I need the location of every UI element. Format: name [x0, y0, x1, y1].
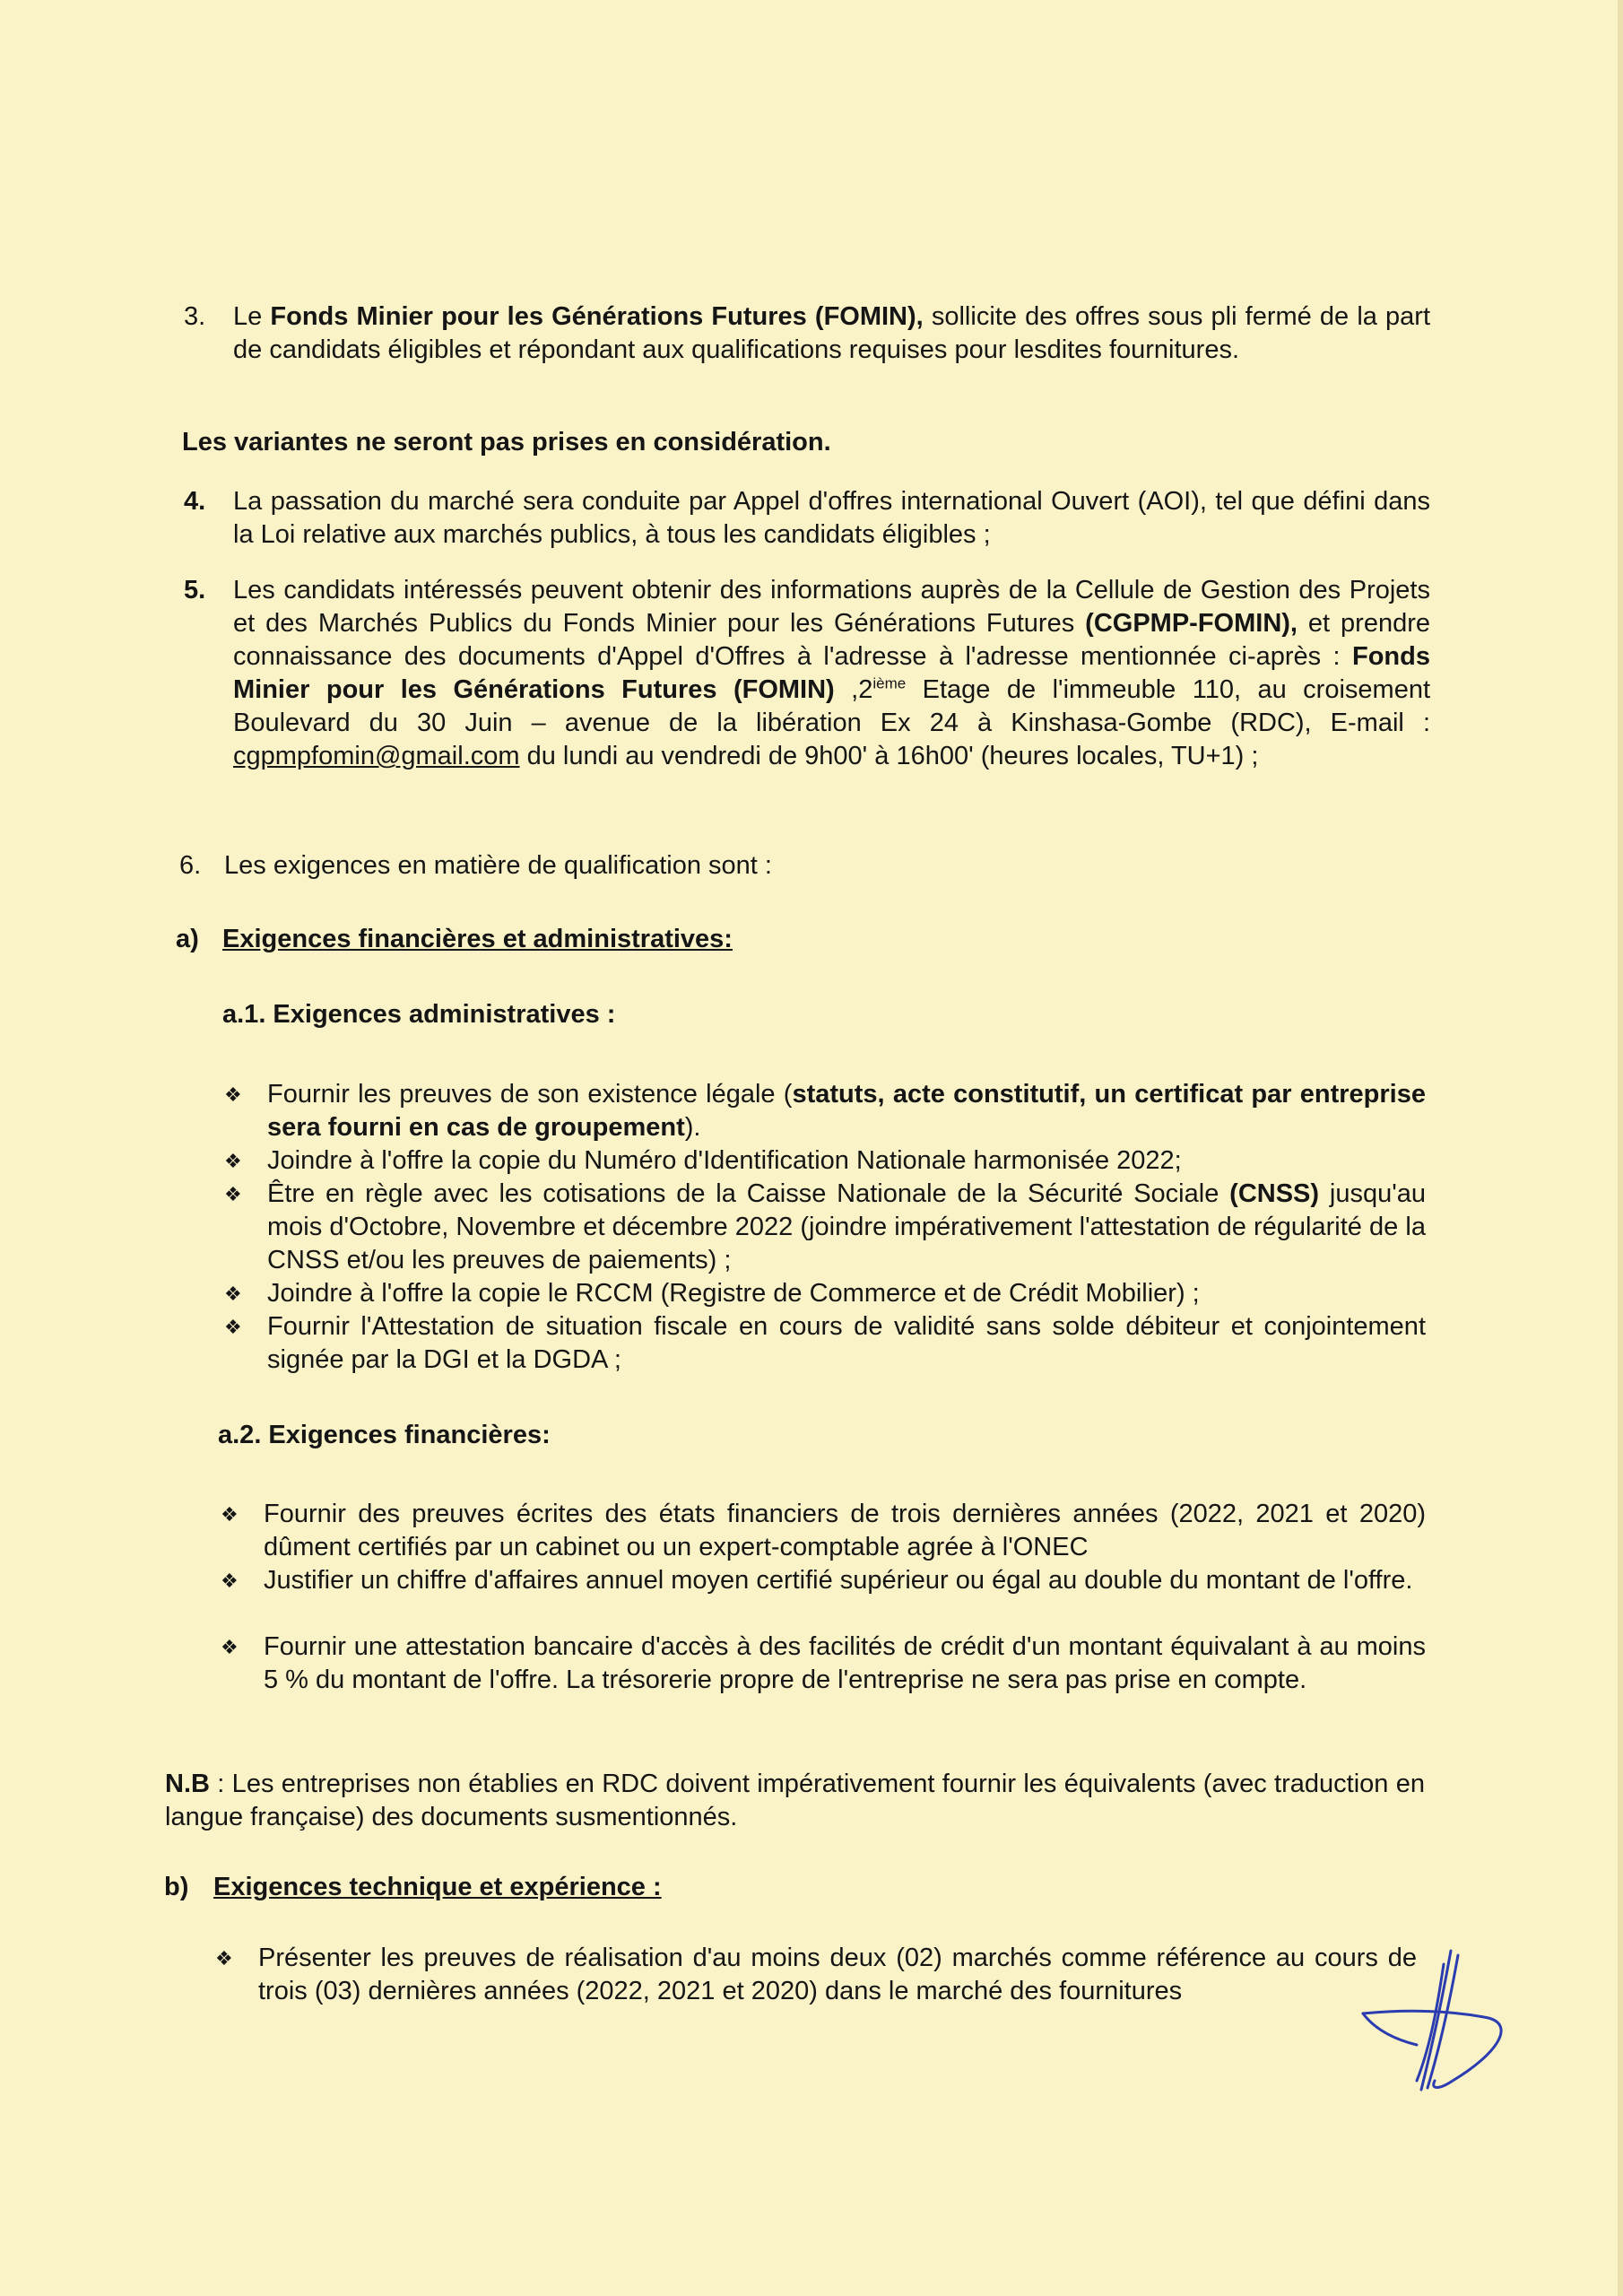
variantes-note: [182, 426, 1437, 459]
a1-bullet-5: [224, 1310, 1426, 1377]
a2-bullet-1: [221, 1498, 1426, 1564]
diamond-bullet-icon: ❖: [221, 1570, 239, 1592]
diamond-bullet-icon: ❖: [221, 1636, 239, 1658]
text: Justifier un chiffre d'affaires annuel moyen certifié supérieur ou égal au double du montant de l'offre.: [264, 1566, 1413, 1595]
bold-text: statuts, acte constitutif, un certificat par entreprise sera fourni en cas de groupement: [267, 1080, 1426, 1142]
bold-text: Les variantes ne seront pas prises en considération.: [182, 428, 831, 457]
email-link[interactable]: cgpmpfomin@gmail.com: [233, 742, 520, 770]
section-b-heading: [164, 1871, 1410, 1904]
a2-heading: [218, 1419, 551, 1452]
diamond-bullet-icon: ❖: [224, 1150, 242, 1172]
diamond-bullet-icon: ❖: [224, 1083, 242, 1106]
a1-bullet-2: [224, 1144, 1426, 1178]
item-4: [184, 485, 1430, 552]
item-5: [184, 574, 1431, 773]
section-label: b): [164, 1873, 189, 1901]
nb-note: [165, 1768, 1425, 1834]
nb-label: N.B: [165, 1770, 210, 1798]
a1-heading: [222, 998, 615, 1031]
b-bullet-1: [215, 1942, 1417, 2008]
item-3: [184, 300, 1430, 367]
section-a-heading: [176, 923, 1419, 956]
item-number: 4.: [184, 487, 206, 516]
text: Fournir l'Attestation de situation fiscale en cours de validité sans solde débiteur et conjointement signée par la DGI et la DGDA ;: [267, 1312, 1426, 1374]
diamond-bullet-icon: ❖: [224, 1316, 242, 1338]
a1-bullet-4: [224, 1277, 1426, 1310]
bold-text: (CNSS): [1229, 1179, 1320, 1208]
text: Les exigences en matière de qualification sont :: [224, 851, 772, 880]
text: La passation du marché sera conduite par Appel d'offres international Ouvert (AOI), tel que défini dans la Loi relative aux marchés publics, à tous les candidats éligibles ;: [233, 487, 1430, 549]
text: sollicite des offres sous pli fermé de la part de candidats éligibles et répondant aux qualifications requises pour lesdites fournitures.: [233, 302, 1430, 364]
a1-bullet-1: [224, 1078, 1426, 1144]
text: Fournir une attestation bancaire d'accès à des facilités de crédit d'un montant équivalant à au moins 5 % du montant de l'offre. La trésorerie propre de l'entreprise ne sera pas prise en compte.: [264, 1632, 1426, 1694]
text: Être en règle avec les cotisations de la Caisse Nationale de la Sécurité Sociale: [267, 1179, 1230, 1208]
diamond-bullet-icon: ❖: [215, 1947, 233, 1970]
item-number: 5.: [184, 576, 206, 604]
text: Les candidats intéressés peuvent obtenir des informations auprès de la Cellule de Gestion des Projets et des Marchés Publics du Fonds Minier pour les Générations Futures: [233, 576, 1430, 638]
item-6: [179, 849, 1421, 883]
superscript: ième: [872, 674, 907, 692]
text: Etage de l'immeuble 110, au croisement Boulevard du 30 Juin – avenue de la libération Ex 24 à Kinshasa-Gombe (RDC), E-mail :: [233, 675, 1431, 737]
item-number: 3.: [184, 302, 206, 331]
text: et prendre connaissance des documents d'Appel d'Offres à l'adresse à l'adresse mentionnée ci-après :: [233, 609, 1431, 671]
a2-bullet-3: [221, 1631, 1426, 1697]
text: : Les entreprises non établies en RDC doivent impérativement fournir les équivalents (avec traduction en langue française) des documents susmentionnés.: [165, 1770, 1425, 1831]
text: Joindre à l'offre la copie du Numéro d'Identification Nationale harmonisée 2022;: [267, 1146, 1182, 1175]
handwritten-signature: [1345, 1946, 1524, 2099]
a2-bullet-2: [221, 1564, 1426, 1597]
section-title: Exigences technique et expérience :: [213, 1873, 662, 1901]
subsection-title: a.1. Exigences administratives :: [222, 1000, 616, 1029]
diamond-bullet-icon: ❖: [221, 1503, 239, 1526]
a1-bullet-3: [224, 1178, 1426, 1277]
text: Le: [233, 302, 271, 331]
section-title: Exigences financières et administratives:: [222, 925, 733, 953]
text: Fournir les preuves de son existence légale (: [267, 1080, 793, 1109]
bold-text: Fonds Minier pour les Générations Futures (FOMIN): [233, 642, 1430, 704]
subsection-title: a.2. Exigences financières:: [218, 1421, 551, 1449]
bold-text: (CGPMP-FOMIN),: [1085, 609, 1298, 638]
section-label: a): [176, 925, 199, 953]
page-edge: [1618, 0, 1623, 2296]
text: ,2: [834, 675, 873, 704]
text: Présenter les preuves de réalisation d'au moins deux (02) marchés comme référence au cours de trois (03) dernières années (2022, 2021 et 2020) dans le marché des fournitures: [258, 1944, 1417, 2005]
text: Fournir des preuves écrites des états financiers de trois dernières années (2022, 2021 et 2020) dûment certifiés par un cabinet ou un expert-comptable agrée à l'ONEC: [264, 1500, 1426, 1561]
text: Joindre à l'offre la copie le RCCM (Registre de Commerce et de Crédit Mobilier) ;: [267, 1279, 1200, 1308]
text: jusqu'au mois d'Octobre, Novembre et décembre 2022 (joindre impérativement l'attestation de régularité de la CNSS et/ou les preuves de paiements) ;: [267, 1179, 1426, 1274]
text: du lundi au vendredi de 9h00' à 16h00' (heures locales, TU+1) ;: [519, 742, 1259, 770]
diamond-bullet-icon: ❖: [224, 1283, 242, 1305]
text: ).: [684, 1113, 701, 1142]
item-number: 6.: [179, 851, 202, 880]
diamond-bullet-icon: ❖: [224, 1183, 242, 1205]
bold-text: Fonds Minier pour les Générations Futures (FOMIN),: [270, 302, 924, 331]
